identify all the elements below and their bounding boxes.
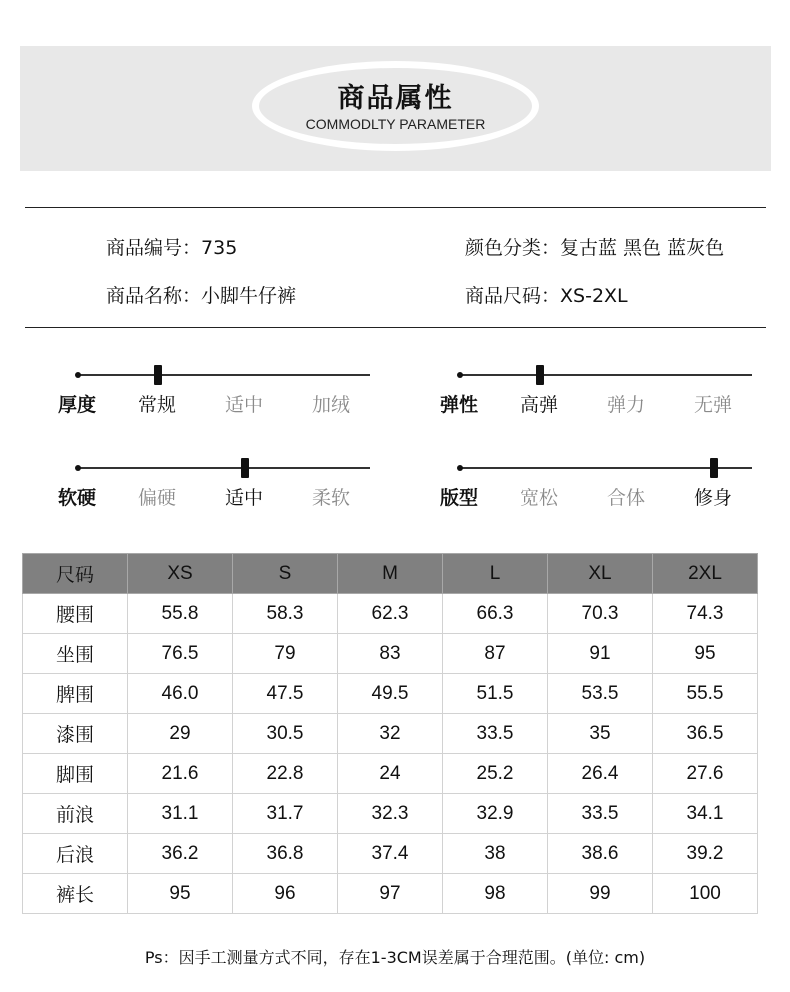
page-subtitle: COMMODLTY PARAMETER [305, 116, 486, 132]
measurement-name: 脾围 [23, 674, 128, 714]
measurement-value: 87 [443, 634, 548, 674]
table-row [23, 794, 758, 834]
measurement-value: 26.4 [548, 754, 653, 794]
product-code-value: 735 [201, 237, 238, 259]
table-row [23, 834, 758, 874]
measurement-value: 38 [443, 834, 548, 874]
table-row [23, 634, 758, 674]
size-header-cell: XS [128, 554, 233, 594]
measurement-value: 91 [548, 634, 653, 674]
measurement-value: 55.5 [653, 674, 758, 714]
measurement-value: 98 [443, 874, 548, 914]
measurement-value: 36.5 [653, 714, 758, 754]
page-title: 商品属性 [337, 83, 454, 114]
scale-option: 无弹 [694, 394, 733, 416]
table-row [23, 754, 758, 794]
scale-label: 版型 [440, 487, 479, 509]
measurement-value: 46.0 [128, 674, 233, 714]
scale-option: 偏硬 [138, 487, 177, 509]
scale-track [78, 374, 370, 376]
scale-option: 修身 [694, 487, 733, 509]
measurement-value: 66.3 [443, 594, 548, 634]
measurement-value: 32 [338, 714, 443, 754]
measurement-value: 53.5 [548, 674, 653, 714]
product-name [106, 281, 296, 308]
measurement-value: 76.5 [128, 634, 233, 674]
measurement-value: 31.7 [233, 794, 338, 834]
scale-label: 软硬 [58, 487, 97, 509]
product-sizes [465, 281, 628, 308]
product-colors-label: 颜色分类： [465, 237, 561, 259]
measurement-value: 100 [653, 874, 758, 914]
scale-option: 弹力 [607, 394, 646, 416]
size-table [22, 553, 758, 914]
product-code [106, 233, 237, 260]
table-row [23, 714, 758, 754]
table-row [23, 594, 758, 634]
measurement-value: 47.5 [233, 674, 338, 714]
scale-option: 加绒 [312, 394, 351, 416]
scale-option: 高弹 [520, 394, 559, 416]
size-table-header [23, 554, 758, 594]
product-code-label: 商品编号： [106, 237, 202, 259]
measurement-value: 38.6 [548, 834, 653, 874]
measurement-value: 95 [128, 874, 233, 914]
measurement-value: 36.8 [233, 834, 338, 874]
scale-start-dot [457, 372, 463, 378]
measurement-name: 腰围 [23, 594, 128, 634]
measurement-value: 99 [548, 874, 653, 914]
measurement-value: 97 [338, 874, 443, 914]
scale-start-dot [457, 465, 463, 471]
measurement-value: 34.1 [653, 794, 758, 834]
table-row [23, 874, 758, 914]
measurement-value: 24 [338, 754, 443, 794]
product-sizes-label: 商品尺码： [465, 285, 561, 307]
scale-option: 柔软 [312, 487, 351, 509]
scale-option: 适中 [225, 487, 264, 509]
measurement-value: 32.9 [443, 794, 548, 834]
size-header-cell: S [233, 554, 338, 594]
measurement-value: 33.5 [548, 794, 653, 834]
measurement-name: 漆围 [23, 714, 128, 754]
scale-track [460, 374, 752, 376]
measurement-value: 49.5 [338, 674, 443, 714]
measurement-value: 96 [233, 874, 338, 914]
header-banner [20, 46, 771, 171]
measurement-value: 25.2 [443, 754, 548, 794]
product-name-label: 商品名称： [106, 285, 202, 307]
product-colors-value: 复古蓝 黑色 蓝灰色 [560, 237, 725, 259]
measurement-value: 21.6 [128, 754, 233, 794]
measurement-value: 70.3 [548, 594, 653, 634]
measurement-note: Ps：因手工测量方式不同，存在1-3CM误差属于合理范围。(单位: cm) [144, 948, 646, 967]
scale-selected-marker [241, 458, 249, 478]
size-header-cell: M [338, 554, 443, 594]
measurement-name: 脚围 [23, 754, 128, 794]
measurement-value: 29 [128, 714, 233, 754]
measurement-value: 37.4 [338, 834, 443, 874]
scale-start-dot [75, 372, 81, 378]
product-sizes-value: XS-2XL [560, 285, 628, 307]
scale-start-dot [75, 465, 81, 471]
measurement-value: 39.2 [653, 834, 758, 874]
scale-label: 弹性 [440, 394, 479, 416]
measurement-value: 30.5 [233, 714, 338, 754]
measurement-value: 22.8 [233, 754, 338, 794]
measurement-value: 31.1 [128, 794, 233, 834]
measurement-value: 95 [653, 634, 758, 674]
measurement-value: 32.3 [338, 794, 443, 834]
divider-top [25, 207, 766, 208]
size-header-cell: XL [548, 554, 653, 594]
scale-selected-marker [536, 365, 544, 385]
measurement-value: 74.3 [653, 594, 758, 634]
measurement-value: 33.5 [443, 714, 548, 754]
measurement-value: 35 [548, 714, 653, 754]
measurement-value: 79 [233, 634, 338, 674]
size-header-cell: 2XL [653, 554, 758, 594]
measurement-value: 27.6 [653, 754, 758, 794]
product-name-value: 小脚牛仔裤 [201, 285, 297, 307]
measurement-name: 前浪 [23, 794, 128, 834]
measurement-value: 55.8 [128, 594, 233, 634]
divider-bottom [25, 327, 766, 328]
scale-selected-marker [710, 458, 718, 478]
size-header-label: 尺码 [23, 554, 128, 594]
scale-option: 合体 [607, 487, 646, 509]
measurement-value: 58.3 [233, 594, 338, 634]
scale-option: 适中 [225, 394, 264, 416]
scale-option: 宽松 [520, 487, 559, 509]
measurement-value: 83 [338, 634, 443, 674]
measurement-value: 51.5 [443, 674, 548, 714]
product-colors [465, 233, 724, 260]
measurement-value: 36.2 [128, 834, 233, 874]
measurement-value: 62.3 [338, 594, 443, 634]
scale-label: 厚度 [58, 394, 97, 416]
scale-track [460, 467, 752, 469]
measurement-name: 坐围 [23, 634, 128, 674]
measurement-name: 后浪 [23, 834, 128, 874]
scale-track [78, 467, 370, 469]
size-header-cell: L [443, 554, 548, 594]
table-row [23, 674, 758, 714]
measurement-name: 裤长 [23, 874, 128, 914]
scale-selected-marker [154, 365, 162, 385]
scale-option: 常规 [138, 394, 177, 416]
